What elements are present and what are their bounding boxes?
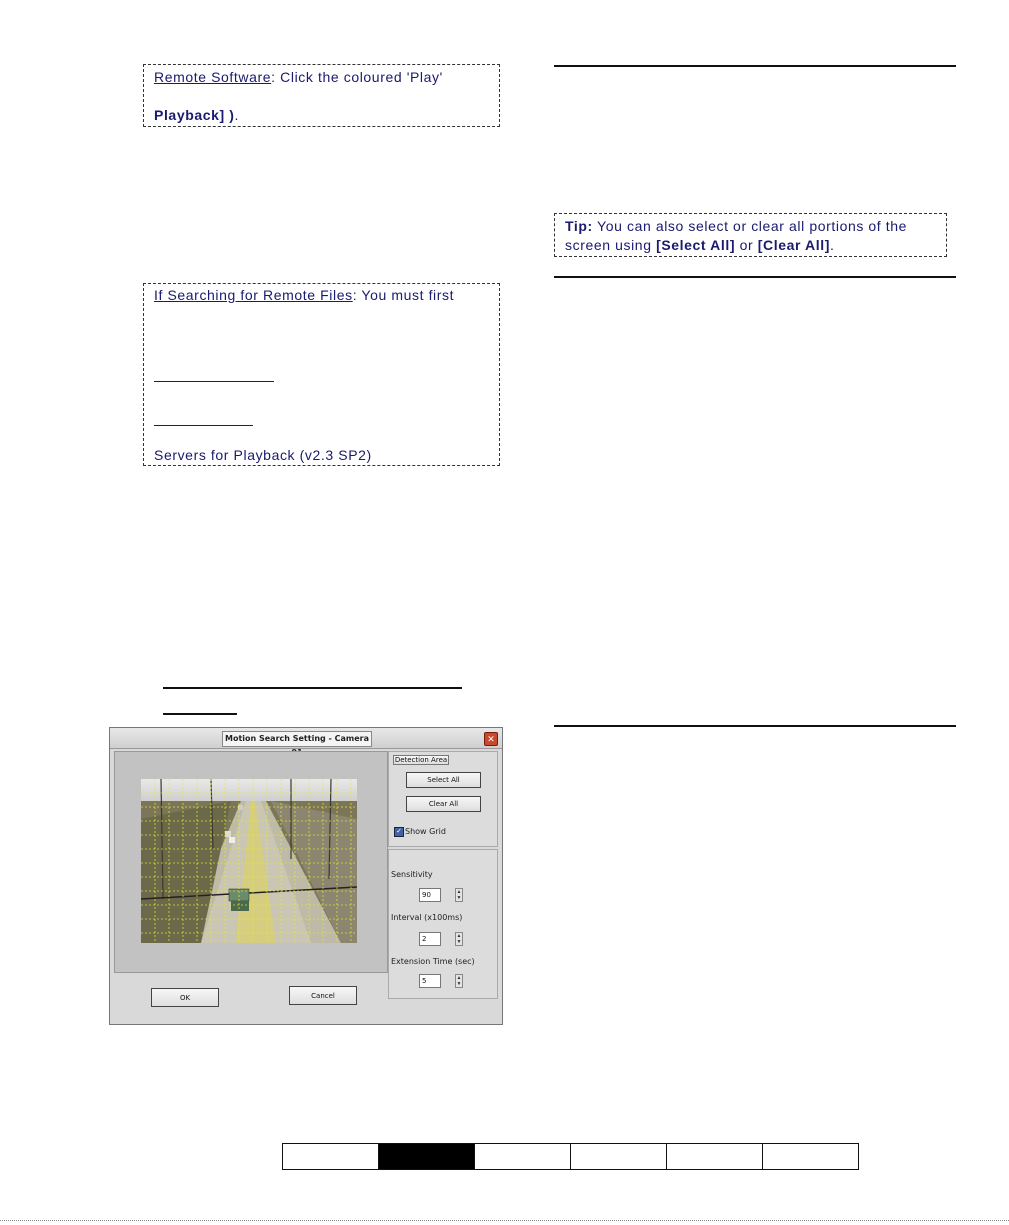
playback-bold: Playback] ) xyxy=(154,107,235,123)
interval-input[interactable] xyxy=(419,932,441,946)
remote-files-link[interactable]: If Searching for Remote Files xyxy=(154,287,353,303)
remote-software-text: : Click the coloured 'Play' xyxy=(271,69,443,85)
tip-clear-all: [Clear All] xyxy=(757,237,830,253)
remote-files-last-line: Servers for Playback (v2.3 SP2) xyxy=(154,447,372,463)
camera-preview-image[interactable] xyxy=(141,779,357,943)
detection-area-tab[interactable]: Detection Area xyxy=(394,756,448,764)
show-grid-checkbox[interactable]: ✓ xyxy=(394,827,404,837)
section-rule-1 xyxy=(554,65,956,67)
select-all-button[interactable]: Select All xyxy=(406,772,481,788)
extension-time-label: Extension Time (sec) xyxy=(391,957,475,966)
bottom-dotted-rule xyxy=(0,1220,1009,1221)
sensitivity-input[interactable] xyxy=(419,888,441,902)
footer-chapter-tabs xyxy=(282,1143,859,1170)
tip-label: Tip: xyxy=(565,218,593,234)
sensitivity-label: Sensitivity xyxy=(391,870,433,879)
clear-all-button[interactable]: Clear All xyxy=(406,796,481,812)
extension-time-input[interactable] xyxy=(419,974,441,988)
footer-tab-6[interactable] xyxy=(763,1144,858,1169)
detection-area-group xyxy=(388,751,498,847)
section-rule-2 xyxy=(554,276,956,278)
remote-files-note xyxy=(143,283,500,466)
ok-button[interactable]: OK xyxy=(151,988,219,1007)
interval-label: Interval (x100ms) xyxy=(391,913,463,922)
dialog-title: Motion Search Setting - Camera xyxy=(222,731,372,747)
remote-files-line xyxy=(154,287,454,303)
footer-tab-1[interactable] xyxy=(283,1144,379,1169)
sensitivity-spinner[interactable]: ▲ ▼ xyxy=(456,889,462,901)
control-panel xyxy=(388,751,498,1021)
remote-software-link[interactable]: Remote Software xyxy=(154,69,272,85)
footer-tab-4[interactable] xyxy=(571,1144,667,1169)
footer-tab-5[interactable] xyxy=(667,1144,763,1169)
interval-spinner[interactable]: ▲ ▼ xyxy=(456,933,462,945)
camera-road-scene xyxy=(141,779,357,943)
motion-search-dialog xyxy=(109,727,503,1025)
extension-time-spinner[interactable]: ▲ ▼ xyxy=(456,975,462,987)
heading-underline-long xyxy=(163,687,462,689)
heading-underline-short xyxy=(163,713,237,715)
section-rule-3 xyxy=(554,725,956,727)
link-underline-1[interactable] xyxy=(154,381,274,382)
tip-line1: Tip: You can also select or clear all portions of the xyxy=(565,218,908,234)
show-grid-label: Show Grid xyxy=(405,827,446,836)
preview-panel xyxy=(114,751,388,973)
remote-software-line xyxy=(154,69,494,85)
dialog-titlebar[interactable] xyxy=(110,728,502,749)
parameters-group xyxy=(388,849,498,999)
link-underline-2[interactable] xyxy=(154,425,253,426)
close-icon[interactable]: ✕ xyxy=(484,732,498,746)
tip-line2: screen using [Select All] or [Clear All]. xyxy=(565,237,835,253)
remote-software-line2: Playback] ). xyxy=(154,107,240,123)
footer-tab-2[interactable] xyxy=(379,1144,475,1169)
tip-select-all: [Select All] xyxy=(656,237,736,253)
cancel-button[interactable]: Cancel xyxy=(289,986,357,1005)
remote-files-text: : You must first xyxy=(352,287,455,303)
footer-tab-3[interactable] xyxy=(475,1144,571,1169)
